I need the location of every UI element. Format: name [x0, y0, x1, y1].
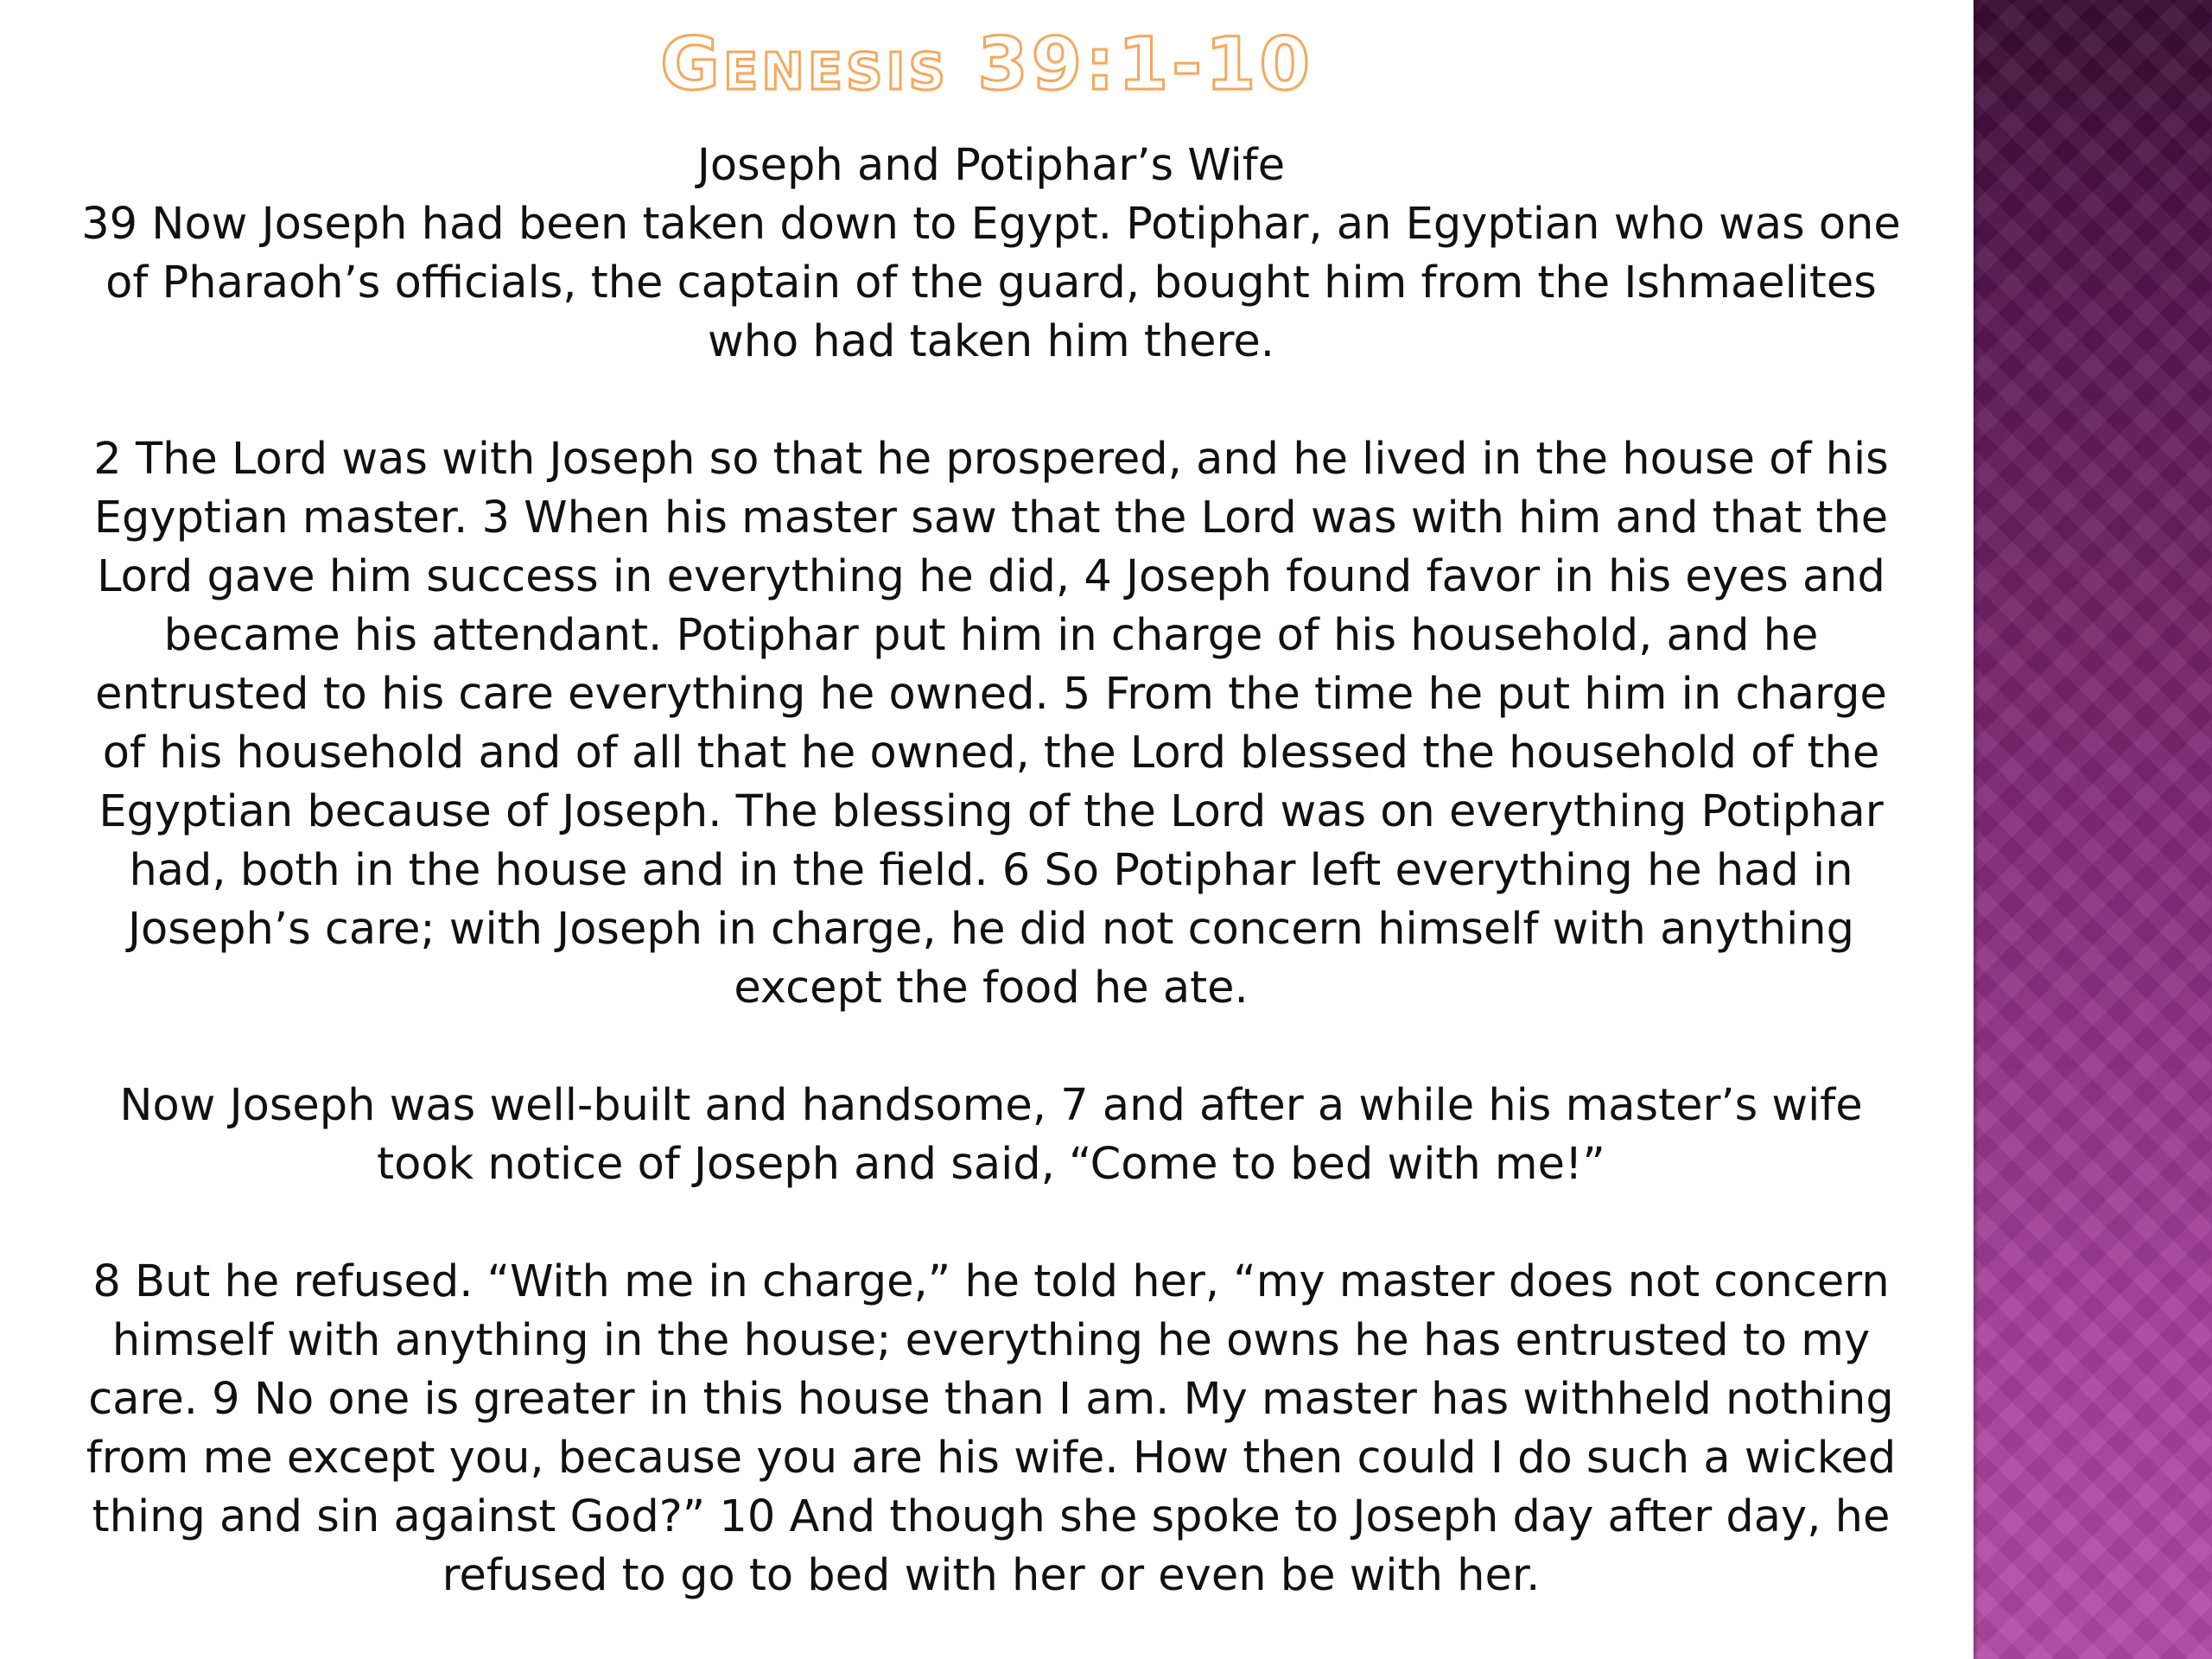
paragraph-spacer: [71, 372, 1911, 430]
paragraph-spacer: [71, 1194, 1911, 1253]
slide-title: Genesis 39:1-10: [660, 22, 1313, 106]
paragraph-3: Now Joseph was well-built and handsome, 7 and after a while his master’s wife took notice of Joseph and said, “Come to bed with me!”: [119, 1080, 1863, 1190]
paragraph-4: 8 But he refused. “With me in charge,” he told her, “my master does not concern himself with anything in the house; everything he owns he has entrusted to my care. 9 No one is greater in this house than I am. My master has withheld nothing from me except you, because you are his wife. How then could I do such a wicked thing and sin against God?” 10 And though she spoke to Joseph day after day, he refused to go to bed with her or even be with her.: [86, 1256, 1897, 1601]
sidebar-edge-shadow: [1974, 0, 1979, 1659]
decorative-sidebar: [1974, 0, 2212, 1659]
passage-heading: Joseph and Potiphar’s Wife: [696, 140, 1286, 191]
paragraph-1: 39 Now Joseph had been taken down to Egypt. Potiphar, an Egyptian who was one of Pharaoh’s officials, the captain of the guard, bought him from the Ishmaelites who had taken him there.: [81, 199, 1901, 367]
paragraph-2: 2 The Lord was with Joseph so that he prospered, and he lived in the house of his Egyptian master. 3 When his master saw that the Lord was with him and that the Lord gave him success in everything he did, 4 Joseph found favor in his eyes and became his attendant. Potiphar put him in charge of his household, and he entrusted to his care everything he owned. 5 From the time he put him in charge of his household and of all that he owned, the Lord blessed the household of the Egyptian because of Joseph. The blessing of the Lord was on everything Potiphar had, both in the house and in the field. 6 So Potiphar left everything he had in Joseph’s care; with Joseph in charge, he did not concern himself with anything except the food he ate.: [93, 434, 1889, 1014]
paragraph-spacer: [71, 1018, 1911, 1077]
slide-body: [71, 137, 1911, 1605]
